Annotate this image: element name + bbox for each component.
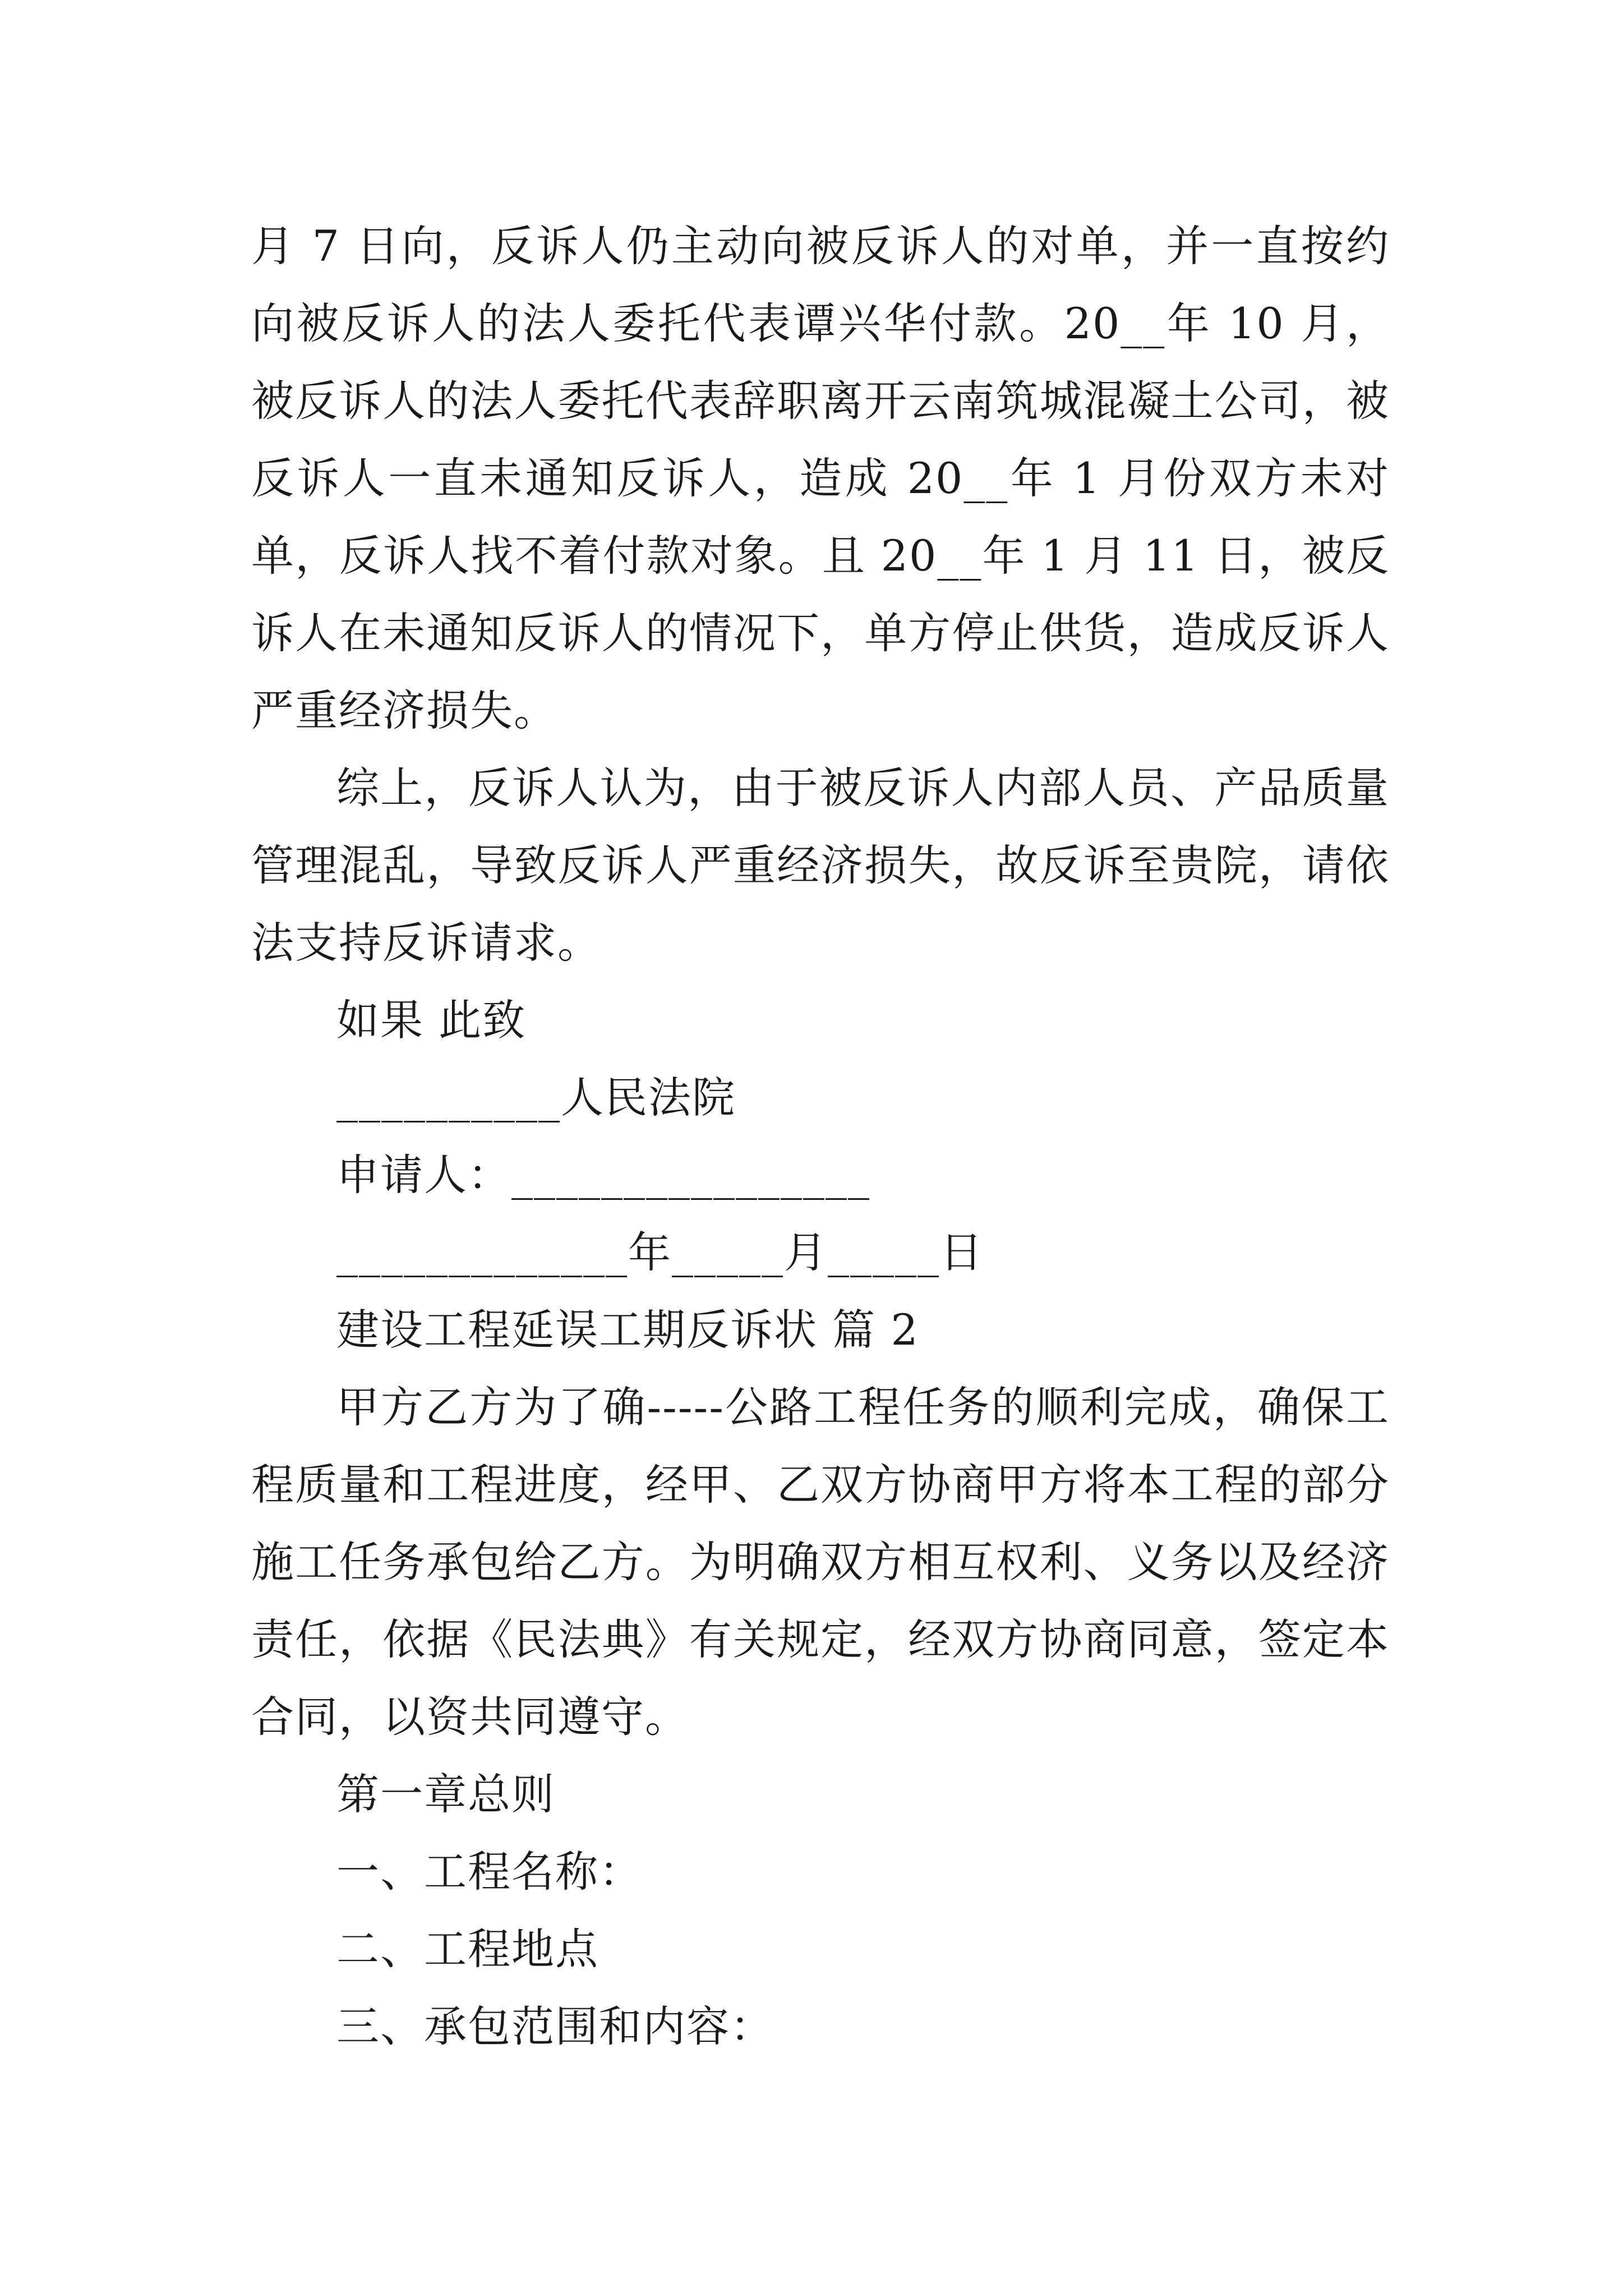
section-title: 建设工程延误工期反诉状 篇 2 (336, 1305, 919, 1355)
court-line: __________人民法院 (336, 1073, 736, 1122)
body-paragraph: 甲方乙方为了确-----公路工程任务的顺利完成，确保工程质量和工程进度，经甲、乙双方协商甲方将本工程的部分施工任务承包给乙方。为明确双方相互权利、义务以及经济责任，依据《民法典》有关规定，经双方协商同意，签定本合同，以资共同遵守。 (251, 1382, 1390, 1742)
chapter-heading: 第一章总则 (336, 1769, 555, 1819)
date-line: _____________年_____月_____日 (336, 1227, 984, 1277)
applicant-line: 申请人：________________ (336, 1150, 870, 1200)
body-paragraph: 月 7 日向，反诉人仍主动向被反诉人的对单，并一直按约向被反诉人的法人委托代表谭兴华付款。20__年 10 月，被反诉人的法人委托代表辞职离开云南筑城混凝土公司，被反诉人一直未通知反诉人，造成 20__年 1 月份双方未对单，反诉人找不着付款对象。且 20__年 1 月 11 日，被反诉人在未通知反诉人的情况下，单方停止供货，造成反诉人严重经济损失。 (251, 221, 1390, 735)
body-paragraph: 综上，反诉人认为，由于被反诉人内部人员、产品质量管理混乱，导致反诉人严重经济损失，故反诉至贵院，请依法支持反诉请求。 (251, 763, 1390, 968)
salutation: 如果 此致 (336, 995, 527, 1045)
list-item: 二、工程地点 (336, 1924, 599, 1974)
list-item: 三、承包范围和内容： (336, 2001, 774, 2051)
list-item: 一、工程名称： (336, 1847, 643, 1897)
document-body (251, 208, 1390, 2065)
